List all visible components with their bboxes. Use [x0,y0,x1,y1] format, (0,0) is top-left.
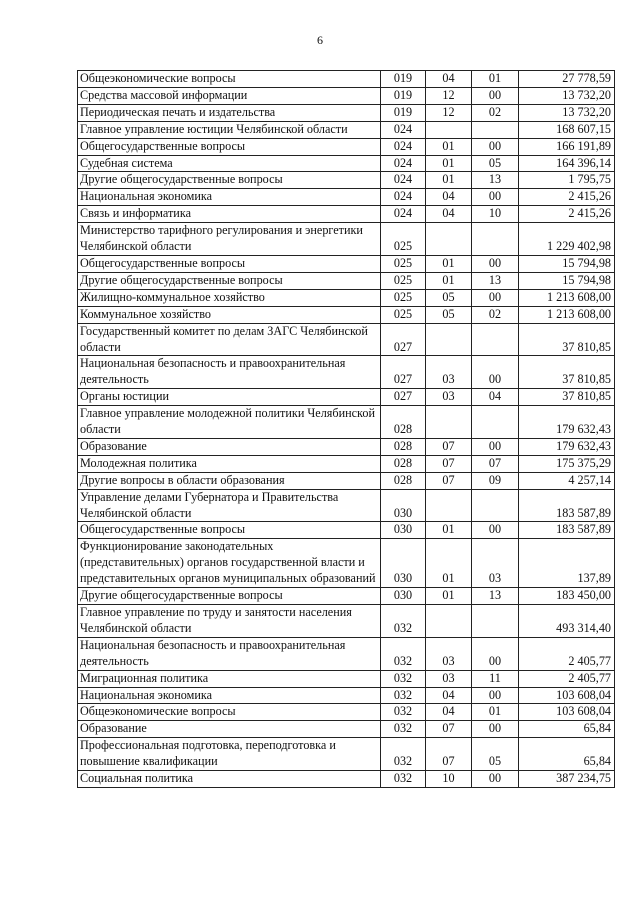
table-row [78,356,615,389]
row-amount: 65,84 [519,738,615,771]
row-subsection-code [472,323,519,356]
row-amount: 183 450,00 [519,588,615,605]
row-ved-code: 025 [381,289,426,306]
row-ved-code: 027 [381,389,426,406]
row-name: Управление делами Губернатора и Правительства Челябинской области [78,489,381,522]
row-name: Другие вопросы в области образования [78,472,381,489]
row-section-code [426,605,472,638]
row-ved-code: 025 [381,306,426,323]
table-row [78,738,615,771]
row-ved-code: 027 [381,323,426,356]
row-name: Национальная безопасность и правоохранительная деятельность [78,637,381,670]
row-section-code: 01 [426,255,472,272]
row-name: Коммунальное хозяйство [78,306,381,323]
row-amount: 166 191,89 [519,138,615,155]
row-subsection-code: 13 [472,172,519,189]
table-row [78,223,615,256]
row-section-code: 01 [426,172,472,189]
row-subsection-code: 00 [472,637,519,670]
row-ved-code: 030 [381,489,426,522]
row-subsection-code: 00 [472,687,519,704]
row-subsection-code [472,406,519,439]
budget-table [77,70,615,788]
row-ved-code: 032 [381,704,426,721]
row-section-code: 12 [426,87,472,104]
row-section-code: 04 [426,189,472,206]
row-amount: 13 732,20 [519,104,615,121]
row-subsection-code: 00 [472,289,519,306]
row-subsection-code: 00 [472,138,519,155]
row-section-code: 01 [426,138,472,155]
row-subsection-code: 05 [472,155,519,172]
row-amount: 137,89 [519,539,615,588]
row-subsection-code [472,605,519,638]
row-ved-code: 024 [381,172,426,189]
row-ved-code: 032 [381,670,426,687]
row-name: Национальная экономика [78,687,381,704]
row-amount: 13 732,20 [519,87,615,104]
row-section-code: 03 [426,389,472,406]
row-section-code [426,223,472,256]
row-subsection-code [472,223,519,256]
row-section-code: 01 [426,155,472,172]
row-ved-code: 030 [381,539,426,588]
row-section-code: 01 [426,588,472,605]
row-section-code [426,121,472,138]
table-row [78,472,615,489]
row-section-code: 01 [426,272,472,289]
row-subsection-code: 00 [472,522,519,539]
row-amount: 493 314,40 [519,605,615,638]
row-ved-code: 030 [381,588,426,605]
table-row [78,272,615,289]
row-subsection-code: 00 [472,356,519,389]
row-amount: 4 257,14 [519,472,615,489]
row-name: Национальная экономика [78,189,381,206]
row-subsection-code: 13 [472,272,519,289]
row-section-code: 07 [426,438,472,455]
row-section-code: 01 [426,539,472,588]
row-ved-code: 028 [381,472,426,489]
row-subsection-code: 04 [472,389,519,406]
row-name: Средства массовой информации [78,87,381,104]
row-amount: 27 778,59 [519,71,615,88]
table-row [78,588,615,605]
row-subsection-code: 00 [472,771,519,788]
row-amount: 2 405,77 [519,670,615,687]
row-name: Образование [78,721,381,738]
table-row [78,687,615,704]
row-section-code: 07 [426,455,472,472]
row-ved-code: 019 [381,71,426,88]
table-row [78,455,615,472]
row-section-code: 04 [426,206,472,223]
row-name: Другие общегосударственные вопросы [78,172,381,189]
row-amount: 65,84 [519,721,615,738]
row-subsection-code: 00 [472,255,519,272]
row-section-code: 04 [426,704,472,721]
row-subsection-code: 00 [472,721,519,738]
row-section-code: 07 [426,738,472,771]
row-name: Национальная безопасность и правоохранительная деятельность [78,356,381,389]
row-subsection-code: 01 [472,704,519,721]
row-amount: 15 794,98 [519,255,615,272]
row-amount: 2 415,26 [519,206,615,223]
row-ved-code: 019 [381,87,426,104]
row-section-code: 12 [426,104,472,121]
row-amount: 175 375,29 [519,455,615,472]
row-section-code: 05 [426,306,472,323]
row-name: Общеэкономические вопросы [78,71,381,88]
table-row [78,539,615,588]
row-ved-code: 028 [381,455,426,472]
row-subsection-code: 10 [472,206,519,223]
table-row [78,323,615,356]
row-amount: 168 607,15 [519,121,615,138]
row-section-code: 04 [426,71,472,88]
table-row [78,605,615,638]
table-row [78,670,615,687]
table-row [78,489,615,522]
table-row [78,721,615,738]
row-subsection-code: 00 [472,438,519,455]
row-subsection-code: 09 [472,472,519,489]
table-row [78,406,615,439]
row-amount: 103 608,04 [519,687,615,704]
row-name: Функционирование законодательных (представительных) органов государственной власти и представительных органов муниципальных образований [78,539,381,588]
row-section-code: 03 [426,356,472,389]
row-section-code: 03 [426,637,472,670]
row-section-code [426,406,472,439]
table-row [78,771,615,788]
row-subsection-code: 03 [472,539,519,588]
row-subsection-code: 05 [472,738,519,771]
row-amount: 179 632,43 [519,406,615,439]
row-ved-code: 025 [381,255,426,272]
row-name: Государственный комитет по делам ЗАГС Челябинской области [78,323,381,356]
row-ved-code: 032 [381,721,426,738]
row-subsection-code: 00 [472,189,519,206]
page-number: 6 [317,33,323,47]
row-name: Общеэкономические вопросы [78,704,381,721]
row-amount: 1 229 402,98 [519,223,615,256]
table-row [78,206,615,223]
row-section-code: 04 [426,687,472,704]
row-name: Связь и информатика [78,206,381,223]
row-subsection-code: 13 [472,588,519,605]
budget-table-body [78,71,615,788]
table-row [78,121,615,138]
row-name: Социальная политика [78,771,381,788]
table-row [78,438,615,455]
row-subsection-code: 02 [472,104,519,121]
row-name: Образование [78,438,381,455]
row-ved-code: 025 [381,223,426,256]
row-amount: 1 213 608,00 [519,289,615,306]
table-row [78,255,615,272]
row-amount: 1 213 608,00 [519,306,615,323]
row-ved-code: 032 [381,687,426,704]
row-ved-code: 027 [381,356,426,389]
row-ved-code: 030 [381,522,426,539]
row-amount: 183 587,89 [519,489,615,522]
row-ved-code: 032 [381,605,426,638]
row-ved-code: 024 [381,138,426,155]
row-amount: 387 234,75 [519,771,615,788]
row-amount: 183 587,89 [519,522,615,539]
row-name: Общегосударственные вопросы [78,522,381,539]
row-name: Профессиональная подготовка, переподготовка и повышение квалификации [78,738,381,771]
row-amount: 179 632,43 [519,438,615,455]
table-row [78,289,615,306]
row-ved-code: 028 [381,406,426,439]
row-section-code: 07 [426,721,472,738]
row-section-code: 10 [426,771,472,788]
row-ved-code: 024 [381,121,426,138]
row-section-code: 07 [426,472,472,489]
row-ved-code: 024 [381,189,426,206]
row-amount: 15 794,98 [519,272,615,289]
row-ved-code: 032 [381,738,426,771]
row-name: Главное управление юстиции Челябинской области [78,121,381,138]
table-row [78,87,615,104]
row-ved-code: 025 [381,272,426,289]
row-amount: 164 396,14 [519,155,615,172]
table-row [78,172,615,189]
row-name: Главное управление по труду и занятости населения Челябинской области [78,605,381,638]
row-name: Периодическая печать и издательства [78,104,381,121]
row-name: Судебная система [78,155,381,172]
row-subsection-code: 00 [472,87,519,104]
table-row [78,704,615,721]
row-ved-code: 019 [381,104,426,121]
row-amount: 2 405,77 [519,637,615,670]
row-amount: 1 795,75 [519,172,615,189]
row-ved-code: 028 [381,438,426,455]
row-ved-code: 032 [381,771,426,788]
row-name: Миграционная политика [78,670,381,687]
table-row [78,155,615,172]
table-row [78,522,615,539]
row-name: Органы юстиции [78,389,381,406]
table-row [78,71,615,88]
row-name: Министерство тарифного регулирования и энергетики Челябинской области [78,223,381,256]
table-row [78,637,615,670]
row-amount: 103 608,04 [519,704,615,721]
row-subsection-code: 07 [472,455,519,472]
row-subsection-code: 11 [472,670,519,687]
table-row [78,389,615,406]
row-ved-code: 032 [381,637,426,670]
row-section-code: 01 [426,522,472,539]
row-subsection-code [472,121,519,138]
row-name: Другие общегосударственные вопросы [78,588,381,605]
row-name: Жилищно-коммунальное хозяйство [78,289,381,306]
row-subsection-code [472,489,519,522]
row-name: Главное управление молодежной политики Челябинской области [78,406,381,439]
row-section-code: 05 [426,289,472,306]
row-name: Общегосударственные вопросы [78,138,381,155]
row-subsection-code: 01 [472,71,519,88]
row-name: Общегосударственные вопросы [78,255,381,272]
row-section-code: 03 [426,670,472,687]
table-row [78,306,615,323]
row-amount: 37 810,85 [519,323,615,356]
row-name: Молодежная политика [78,455,381,472]
row-section-code [426,489,472,522]
row-name: Другие общегосударственные вопросы [78,272,381,289]
row-amount: 37 810,85 [519,356,615,389]
table-row [78,189,615,206]
row-section-code [426,323,472,356]
row-amount: 2 415,26 [519,189,615,206]
table-row [78,138,615,155]
row-ved-code: 024 [381,155,426,172]
row-amount: 37 810,85 [519,389,615,406]
row-subsection-code: 02 [472,306,519,323]
row-ved-code: 024 [381,206,426,223]
table-row [78,104,615,121]
